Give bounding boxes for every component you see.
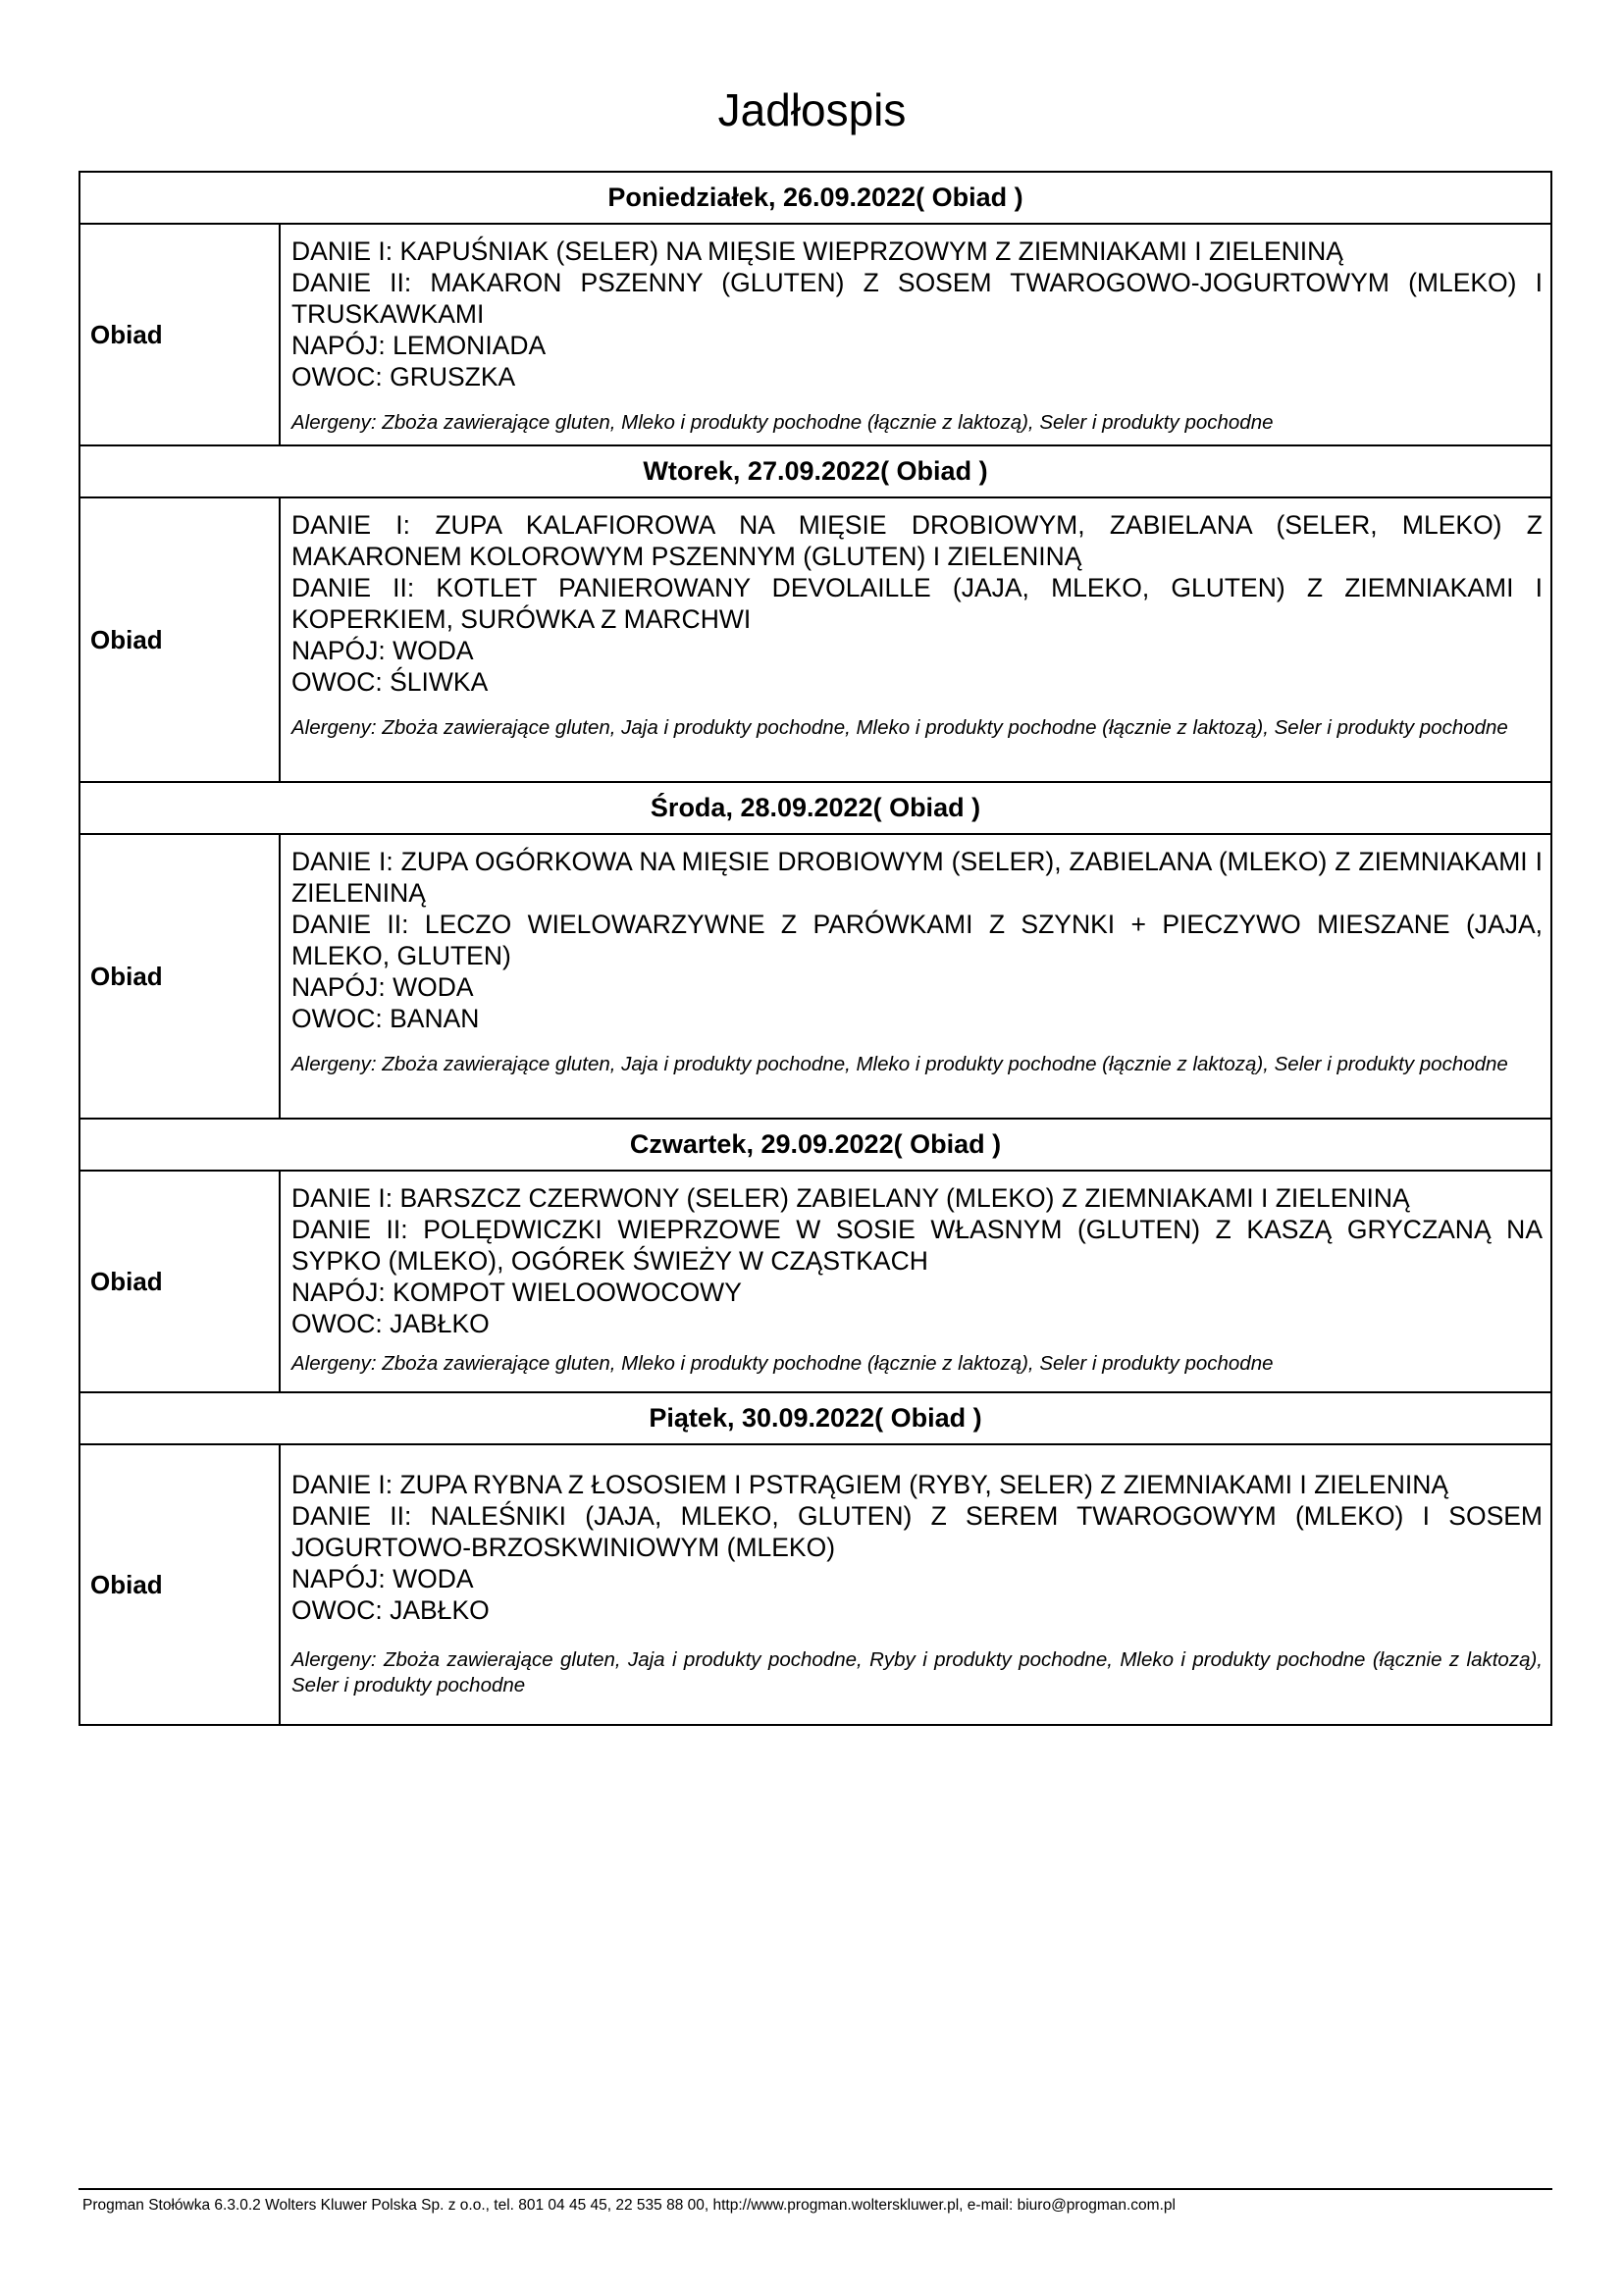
day-header: Czwartek, 29.09.2022( Obiad ) xyxy=(79,1119,1551,1171)
dish-line: NAPÓJ: LEMONIADA xyxy=(291,331,547,360)
dish-line: DANIE II: NALEŚNIKI (JAJA, MLEKO, GLUTEN) Z SEREM TWAROGOWYM (MLEKO) I SOSEM JOGURTOWO-BRZOSKWINIOWYM (MLEKO) xyxy=(291,1501,1543,1562)
allergen-note: Alergeny: Zboża zawierające gluten, Jaja i produkty pochodne, Mleko i produkty pochodne (łącznie z laktozą), Seler i produkty pochodne xyxy=(291,716,1508,739)
footer-text: Progman Stołówka 6.3.0.2 Wolters Kluwer Polska Sp. z o.o., tel. 801 04 45 45, 22 535 88 00, http://www.progman.wolterskluwer.pl, e-mail: biuro@progman.com.pl xyxy=(82,2197,1176,2214)
day-header-row xyxy=(79,782,1551,834)
allergen-note: Alergeny: Zboża zawierające gluten, Mleko i produkty pochodne (łącznie z laktozą), Seler i produkty pochodne xyxy=(291,411,1274,434)
page-title: Jadłospis xyxy=(717,84,907,135)
day-header-row xyxy=(79,1392,1551,1444)
dish-list xyxy=(281,835,1550,1034)
dish-line: DANIE I: ZUPA RYBNA Z ŁOSOSIEM I PSTRĄGIEM (RYBY, SELER) Z ZIEMNIAKAMI I ZIELENINĄ xyxy=(291,1470,1449,1499)
dish-line: DANIE II: POLĘDWICZKI WIEPRZOWE W SOSIE WŁASNYM (GLUTEN) Z KASZĄ GRYCZANĄ NA SYPKO (MLEKO), OGÓREK ŚWIEŻY W CZĄSTKACH xyxy=(291,1215,1543,1276)
allergen-note: Alergeny: Zboża zawierające gluten, Jaja i produkty pochodne, Mleko i produkty pochodne (łącznie z laktozą), Seler i produkty pochodne xyxy=(291,1053,1508,1075)
allergen-note: Alergeny: Zboża zawierające gluten, Mleko i produkty pochodne (łącznie z laktozą), Seler i produkty pochodne xyxy=(291,1352,1274,1375)
dish-line: OWOC: JABŁKO xyxy=(291,1309,490,1338)
dish-line: DANIE I: KAPUŚNIAK (SELER) NA MIĘSIE WIEPRZOWYM Z ZIEMNIAKAMI I ZIELENINĄ xyxy=(291,236,1343,266)
dish-list xyxy=(281,1172,1550,1339)
meal-label: Obiad xyxy=(79,1171,280,1392)
dish-line: NAPÓJ: KOMPOT WIELOOWOCOWY xyxy=(291,1278,742,1307)
dish-line: OWOC: GRUSZKA xyxy=(291,362,516,391)
meal-row xyxy=(79,497,1551,782)
meal-label: Obiad xyxy=(79,1444,280,1725)
meal-row xyxy=(79,834,1551,1119)
dish-line: NAPÓJ: WODA xyxy=(291,636,474,665)
meal-content xyxy=(280,1171,1551,1392)
menu-table xyxy=(79,171,1552,1726)
meal-row xyxy=(79,1444,1551,1725)
dish-line: DANIE II: MAKARON PSZENNY (GLUTEN) Z SOSEM TWAROGOWO-JOGURTOWYM (MLEKO) I TRUSKAWKAMI xyxy=(291,268,1543,329)
meal-content xyxy=(280,224,1551,445)
dish-list xyxy=(281,498,1550,698)
meal-label: Obiad xyxy=(79,224,280,445)
meal-content xyxy=(280,834,1551,1119)
dish-line: NAPÓJ: WODA xyxy=(291,1564,474,1593)
meal-label: Obiad xyxy=(79,834,280,1119)
dish-line: DANIE II: KOTLET PANIEROWANY DEVOLAILLE (JAJA, MLEKO, GLUTEN) Z ZIEMNIAKAMI I KOPERKIEM, SURÓWKA Z MARCHWI xyxy=(291,573,1543,634)
day-header-row xyxy=(79,1119,1551,1171)
day-header: Wtorek, 27.09.2022( Obiad ) xyxy=(79,445,1551,497)
dish-line: DANIE II: LECZO WIELOWARZYWNE Z PARÓWKAMI Z SZYNKI + PIECZYWO MIESZANE (JAJA, MLEKO, GLUTEN) xyxy=(291,910,1543,970)
dish-line: OWOC: BANAN xyxy=(291,1004,480,1033)
dish-list xyxy=(281,225,1550,392)
dish-line: OWOC: ŚLIWKA xyxy=(291,667,489,697)
dish-line: DANIE I: ZUPA KALAFIOROWA NA MIĘSIE DROBIOWYM, ZABIELANA (SELER, MLEKO) Z MAKARONEM KOLOROWYM PSZENNYM (GLUTEN) I ZIELENINĄ xyxy=(291,510,1543,571)
dish-line: DANIE I: ZUPA OGÓRKOWA NA MIĘSIE DROBIOWYM (SELER), ZABIELANA (MLEKO) Z ZIEMNIAKAMI I ZIELENINĄ xyxy=(291,847,1543,908)
day-header-row xyxy=(79,445,1551,497)
meal-content xyxy=(280,497,1551,782)
meal-label: Obiad xyxy=(79,497,280,782)
meal-row xyxy=(79,1171,1551,1392)
day-header: Środa, 28.09.2022( Obiad ) xyxy=(79,782,1551,834)
footer-divider xyxy=(79,2188,1552,2190)
day-header-row xyxy=(79,172,1551,224)
dish-list xyxy=(281,1445,1550,1626)
day-header: Poniedziałek, 26.09.2022( Obiad ) xyxy=(79,172,1551,224)
allergen-note: Alergeny: Zboża zawierające gluten, Jaja i produkty pochodne, Ryby i produkty pochodne, Mleko i produkty pochodne (łącznie z laktozą), Seler i produkty pochodne xyxy=(291,1648,1543,1696)
dish-line: DANIE I: BARSZCZ CZERWONY (SELER) ZABIELANY (MLEKO) Z ZIEMNIAKAMI I ZIELENINĄ xyxy=(291,1183,1410,1213)
dish-line: NAPÓJ: WODA xyxy=(291,972,474,1002)
meal-content xyxy=(280,1444,1551,1725)
day-header: Piątek, 30.09.2022( Obiad ) xyxy=(79,1392,1551,1444)
dish-line: OWOC: JABŁKO xyxy=(291,1595,490,1625)
meal-row xyxy=(79,224,1551,445)
